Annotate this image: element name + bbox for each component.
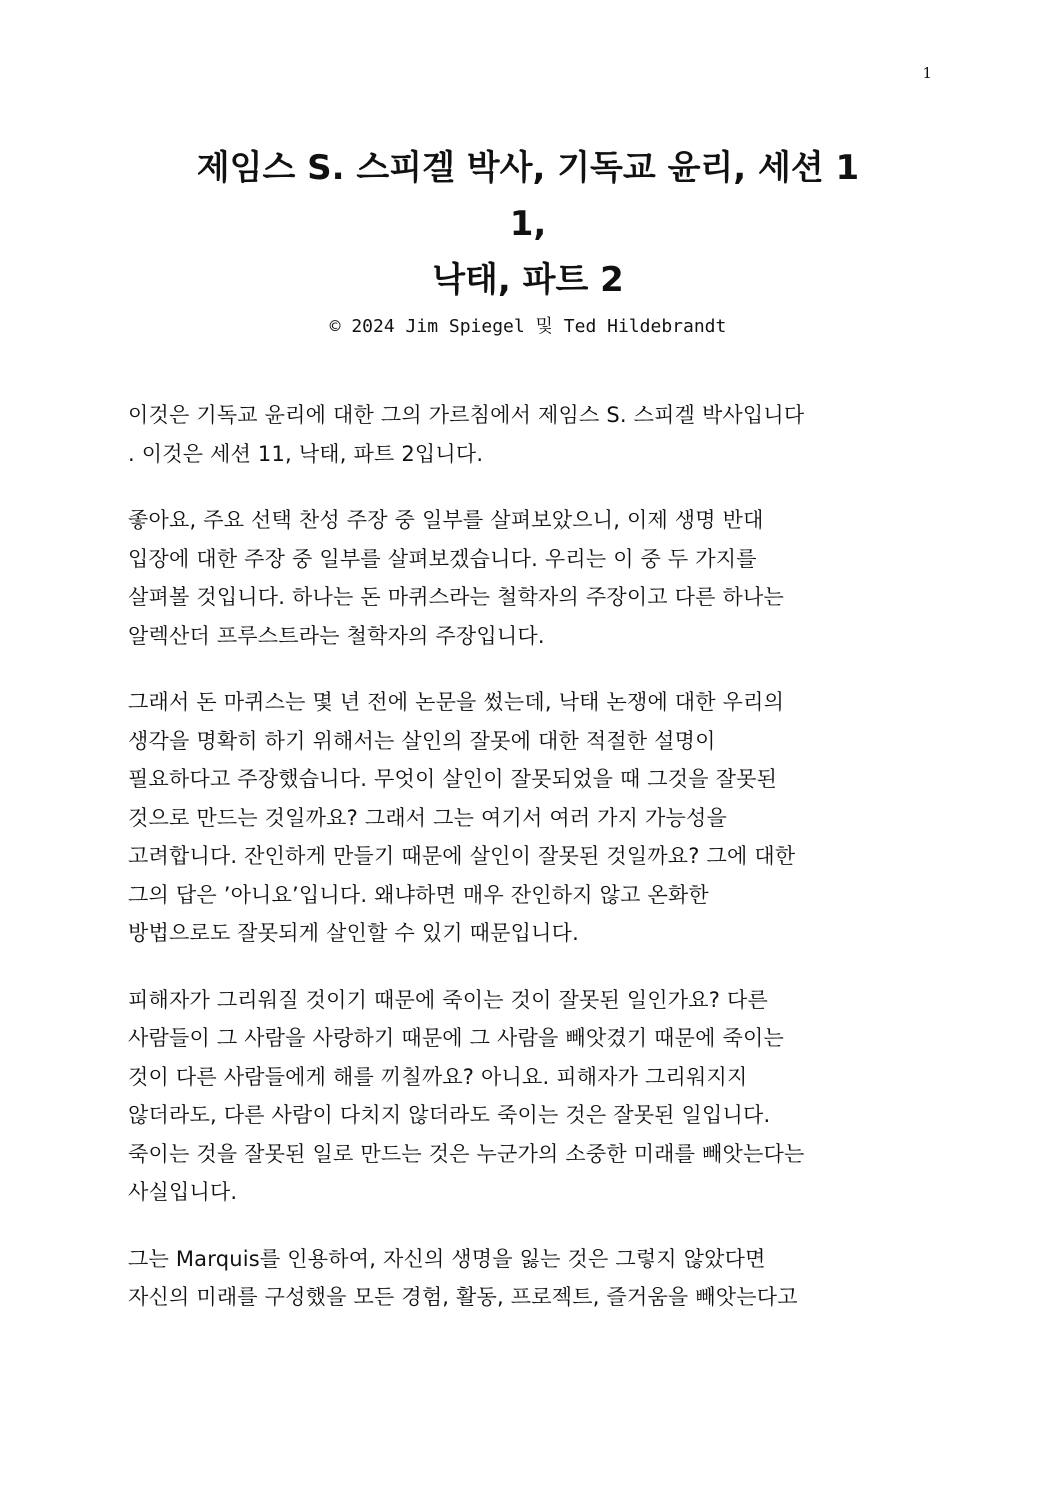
document-title	[128, 140, 928, 308]
paragraph-line: 그래서 돈 마퀴스는 몇 년 전에 논문을 썼는데, 낙태 논쟁에 대한 우리의	[128, 690, 785, 714]
paragraph-line: 그는 Marquis를 인용하여, 자신의 생명을 잃는 것은 그렇지 않았다면	[128, 1246, 766, 1271]
paragraph-line: 고려합니다. 잔인하게 만들기 때문에 살인이 잘못된 것일까요? 그에 대한	[128, 844, 796, 868]
paragraph	[128, 501, 928, 655]
paragraph-line: 입장에 대한 주장 중 일부를 살펴보겠습니다. 우리는 이 중 두 가지를	[128, 546, 757, 571]
paragraph	[128, 683, 928, 953]
paragraph-line: 자신의 미래를 구성했을 모든 경험, 활동, 프로젝트, 즐거움을 빼앗는다고	[128, 1285, 798, 1309]
paragraph-line: 이것은 기독교 윤리에 대한 그의 가르침에서 제임스 S. 스피겔 박사입니다	[128, 403, 805, 427]
paragraph	[128, 396, 928, 473]
paragraph-line: . 이것은 세션 11, 낙태, 파트 2입니다.	[128, 441, 484, 466]
paragraph-line: 그의 답은 ’아니요’입니다. 왜냐하면 매우 잔인하지 않고 온화한	[128, 882, 709, 907]
title-line: 1,	[509, 204, 547, 244]
paragraph-line: 사람들이 그 사람을 사랑하기 때문에 그 사람을 빼앗겼기 때문에 죽이는	[128, 1026, 784, 1050]
paragraph	[128, 1240, 928, 1317]
paragraph-line: 사실입니다.	[128, 1180, 238, 1204]
paragraph	[128, 981, 928, 1212]
copyright-line: © 2024 Jim Spiegel 및 Ted Hildebrandt	[329, 316, 727, 337]
title-line: 제임스 S. 스피겔 박사, 기독교 윤리, 세션 1	[196, 148, 860, 188]
title-line: 낙태, 파트 2	[432, 260, 624, 300]
paragraph-line: 필요하다고 주장했습니다. 무엇이 살인이 잘못되었을 때 그것을 잘못된	[128, 767, 778, 791]
paragraph-line: 않더라도, 다른 사람이 다치지 않더라도 죽이는 것은 잘못된 일입니다.	[128, 1103, 771, 1127]
paragraph-line: 것이 다른 사람들에게 해를 끼칠까요? 아니요. 피해자가 그리워지지	[128, 1064, 748, 1089]
document-body	[128, 396, 928, 1345]
paragraph-line: 죽이는 것을 잘못된 일로 만드는 것은 누군가의 소중한 미래를 빼앗는다는	[128, 1141, 805, 1166]
paragraph-line: 피해자가 그리워질 것이기 때문에 죽이는 것이 잘못된 일인가요? 다른	[128, 987, 768, 1012]
paragraph-line: 생각을 명확히 하기 위해서는 살인의 잘못에 대한 적절한 설명이	[128, 728, 716, 753]
paragraph-line: 방법으로도 잘못되게 살인할 수 있기 때문입니다.	[128, 921, 579, 945]
page-number: 1	[922, 64, 932, 82]
paragraph-line: 것으로 만드는 것일까요? 그래서 그는 여기서 여러 가지 가능성을	[128, 805, 727, 830]
paragraph-line: 살펴볼 것입니다. 하나는 돈 마퀴스라는 철학자의 주장이고 다른 하나는	[128, 585, 784, 609]
paragraph-line: 알렉산더 프루스트라는 철학자의 주장입니다.	[128, 623, 545, 648]
paragraph-line: 좋아요, 주요 선택 찬성 주장 중 일부를 살펴보았으니, 이제 생명 반대	[128, 508, 764, 532]
